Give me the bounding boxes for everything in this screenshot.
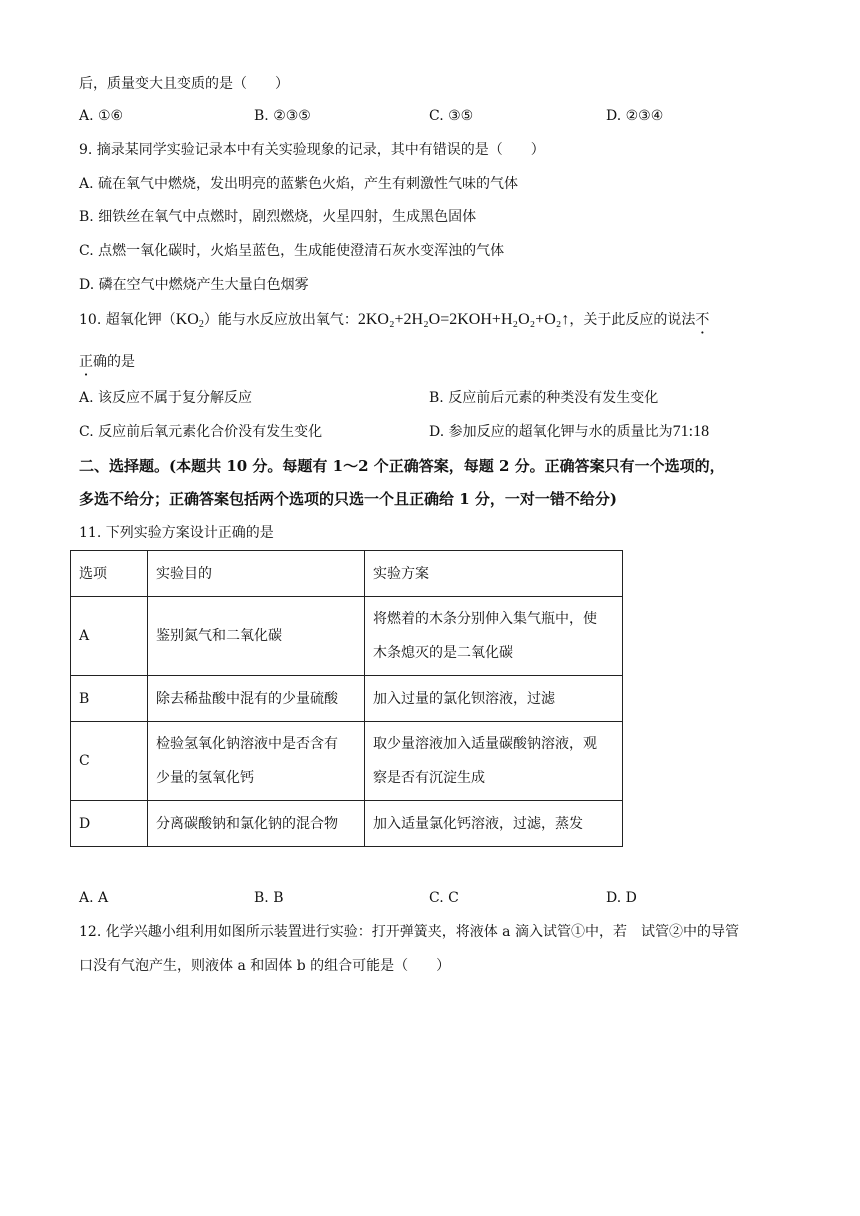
table-cell-purpose [148,722,365,801]
q10-option-a: A. 该反应不属于复分解反应 [79,390,253,406]
plan-line: 察是否有沉淀生成 [373,770,485,786]
table-cell-option: D [71,801,148,847]
q10-stem-mid: ）能与水反应放出氧气： [203,312,358,328]
q12-stem-line2: 口没有气泡产生，则液体 a 和固体 b 的组合可能是（ ） [79,958,451,974]
q9-option-c: C. 点燃一氧化碳时，火焰呈蓝色，生成能使澄清石灰水变浑浊的气体 [79,243,505,259]
q9-option-a: A. 硫在氧气中燃烧，发出明亮的蓝紫色火焰，产生有刺激性气味的气体 [79,176,519,192]
purpose-line: 检验氢氧化钠溶液中是否含有 [156,736,338,752]
table-cell-plan [365,597,623,676]
q10-ratio: 71:18 [672,423,710,440]
q10-option-d-text: D. 参加反应的超氧化钾与水的质量比为 [429,424,673,440]
q10-emphasis-correct: 正 [79,354,93,370]
q11-option-d: D. D [606,890,637,906]
q11-option-c: C. C [429,890,459,906]
q11-option-a: A. A [79,890,109,906]
q9-option-b: B. 细铁丝在氧气中点燃时，剧烈燃烧，火星四射，生成黑色固体 [79,209,477,225]
q10-stem [79,310,709,335]
table-cell-purpose: 分离碳酸钠和氯化钠的混合物 [148,801,365,847]
q8-option-c: C. ③⑤ [429,108,474,124]
table-header-row [71,551,623,597]
q11-option-b: B. B [254,890,284,906]
q8-option-d: D. ②③④ [606,108,664,124]
plan-line: 取少量溶液加入适量碳酸钠溶液，观 [373,736,597,752]
plan-line: 将燃着的木条分别伸入集气瓶中，使 [373,611,597,627]
table-row [71,597,623,676]
q11-stem: 11. 下列实验方案设计正确的是 [79,525,274,541]
table-header-option: 选项 [71,551,148,597]
q10-option-d [429,422,709,442]
purpose-line: 少量的氢氧化钙 [156,770,254,786]
table-cell-plan: 加入过量的氯化钡溶液，过滤 [365,676,623,722]
q12-stem-line1: 12. 化学兴趣小组利用如图所示装置进行实验：打开弹簧夹，将液体 a 滴入试管①中，若 试管②中的导管 [79,924,739,940]
q10-stem-pre: 10. 超氧化钾（ [79,312,176,328]
table-cell-plan [365,722,623,801]
plan-line: 木条熄灭的是二氧化碳 [373,645,513,661]
q8-option-b: B. ②③⑤ [254,108,311,124]
table-header-plan: 实验方案 [365,551,623,597]
q11-table [70,550,623,847]
q10-equation: 2KO₂+2H₂O=2KOH+H₂O₂+O₂↑ [357,311,570,328]
q8-stem-tail: 后，质量变大且变质的是（ ） [79,76,289,92]
table-row [71,676,623,722]
table-header-purpose: 实验目的 [148,551,365,597]
table-cell-option: B [71,676,148,722]
section2-header-line1: 二、选择题。(本题共 10 分。每题有 1～2 个正确答案，每题 2 分。正确答案只有一个选项的， [79,457,725,475]
table-row [71,722,623,801]
table-cell-option: A [71,597,148,676]
q10-emphasis-not: 不 [695,312,710,328]
table-cell-purpose: 鉴别氮气和二氧化碳 [148,597,365,676]
table-cell-plan: 加入适量氯化钙溶液，过滤，蒸发 [365,801,623,847]
q9-option-d: D. 磷在空气中燃烧产生大量白色烟雾 [79,277,309,293]
q10-formula-ko2: $KO_2$ [175,311,204,330]
section2-header-line2: 多选不给分；正确答案包括两个选项的只选一个且正确给 1 分，一对一错不给分) [79,490,617,508]
table-cell-option: C [71,722,148,801]
q10-option-b: B. 反应前后元素的种类没有发生变化 [429,390,659,406]
q10-stem-line2 [79,352,135,372]
table-row [71,801,623,847]
q8-option-a: A. ①⑥ [79,108,124,124]
q10-option-c: C. 反应前后氧元素化合价没有发生变化 [79,424,323,440]
q9-stem: 9. 摘录某同学实验记录本中有关实验现象的记录，其中有错误的是（ ） [79,142,545,158]
table-cell-purpose: 除去稀盐酸中混有的少量硫酸 [148,676,365,722]
q10-stem-post: ，关于此反应的说法 [569,312,696,328]
q10-stem-end: 确的是 [93,354,135,370]
